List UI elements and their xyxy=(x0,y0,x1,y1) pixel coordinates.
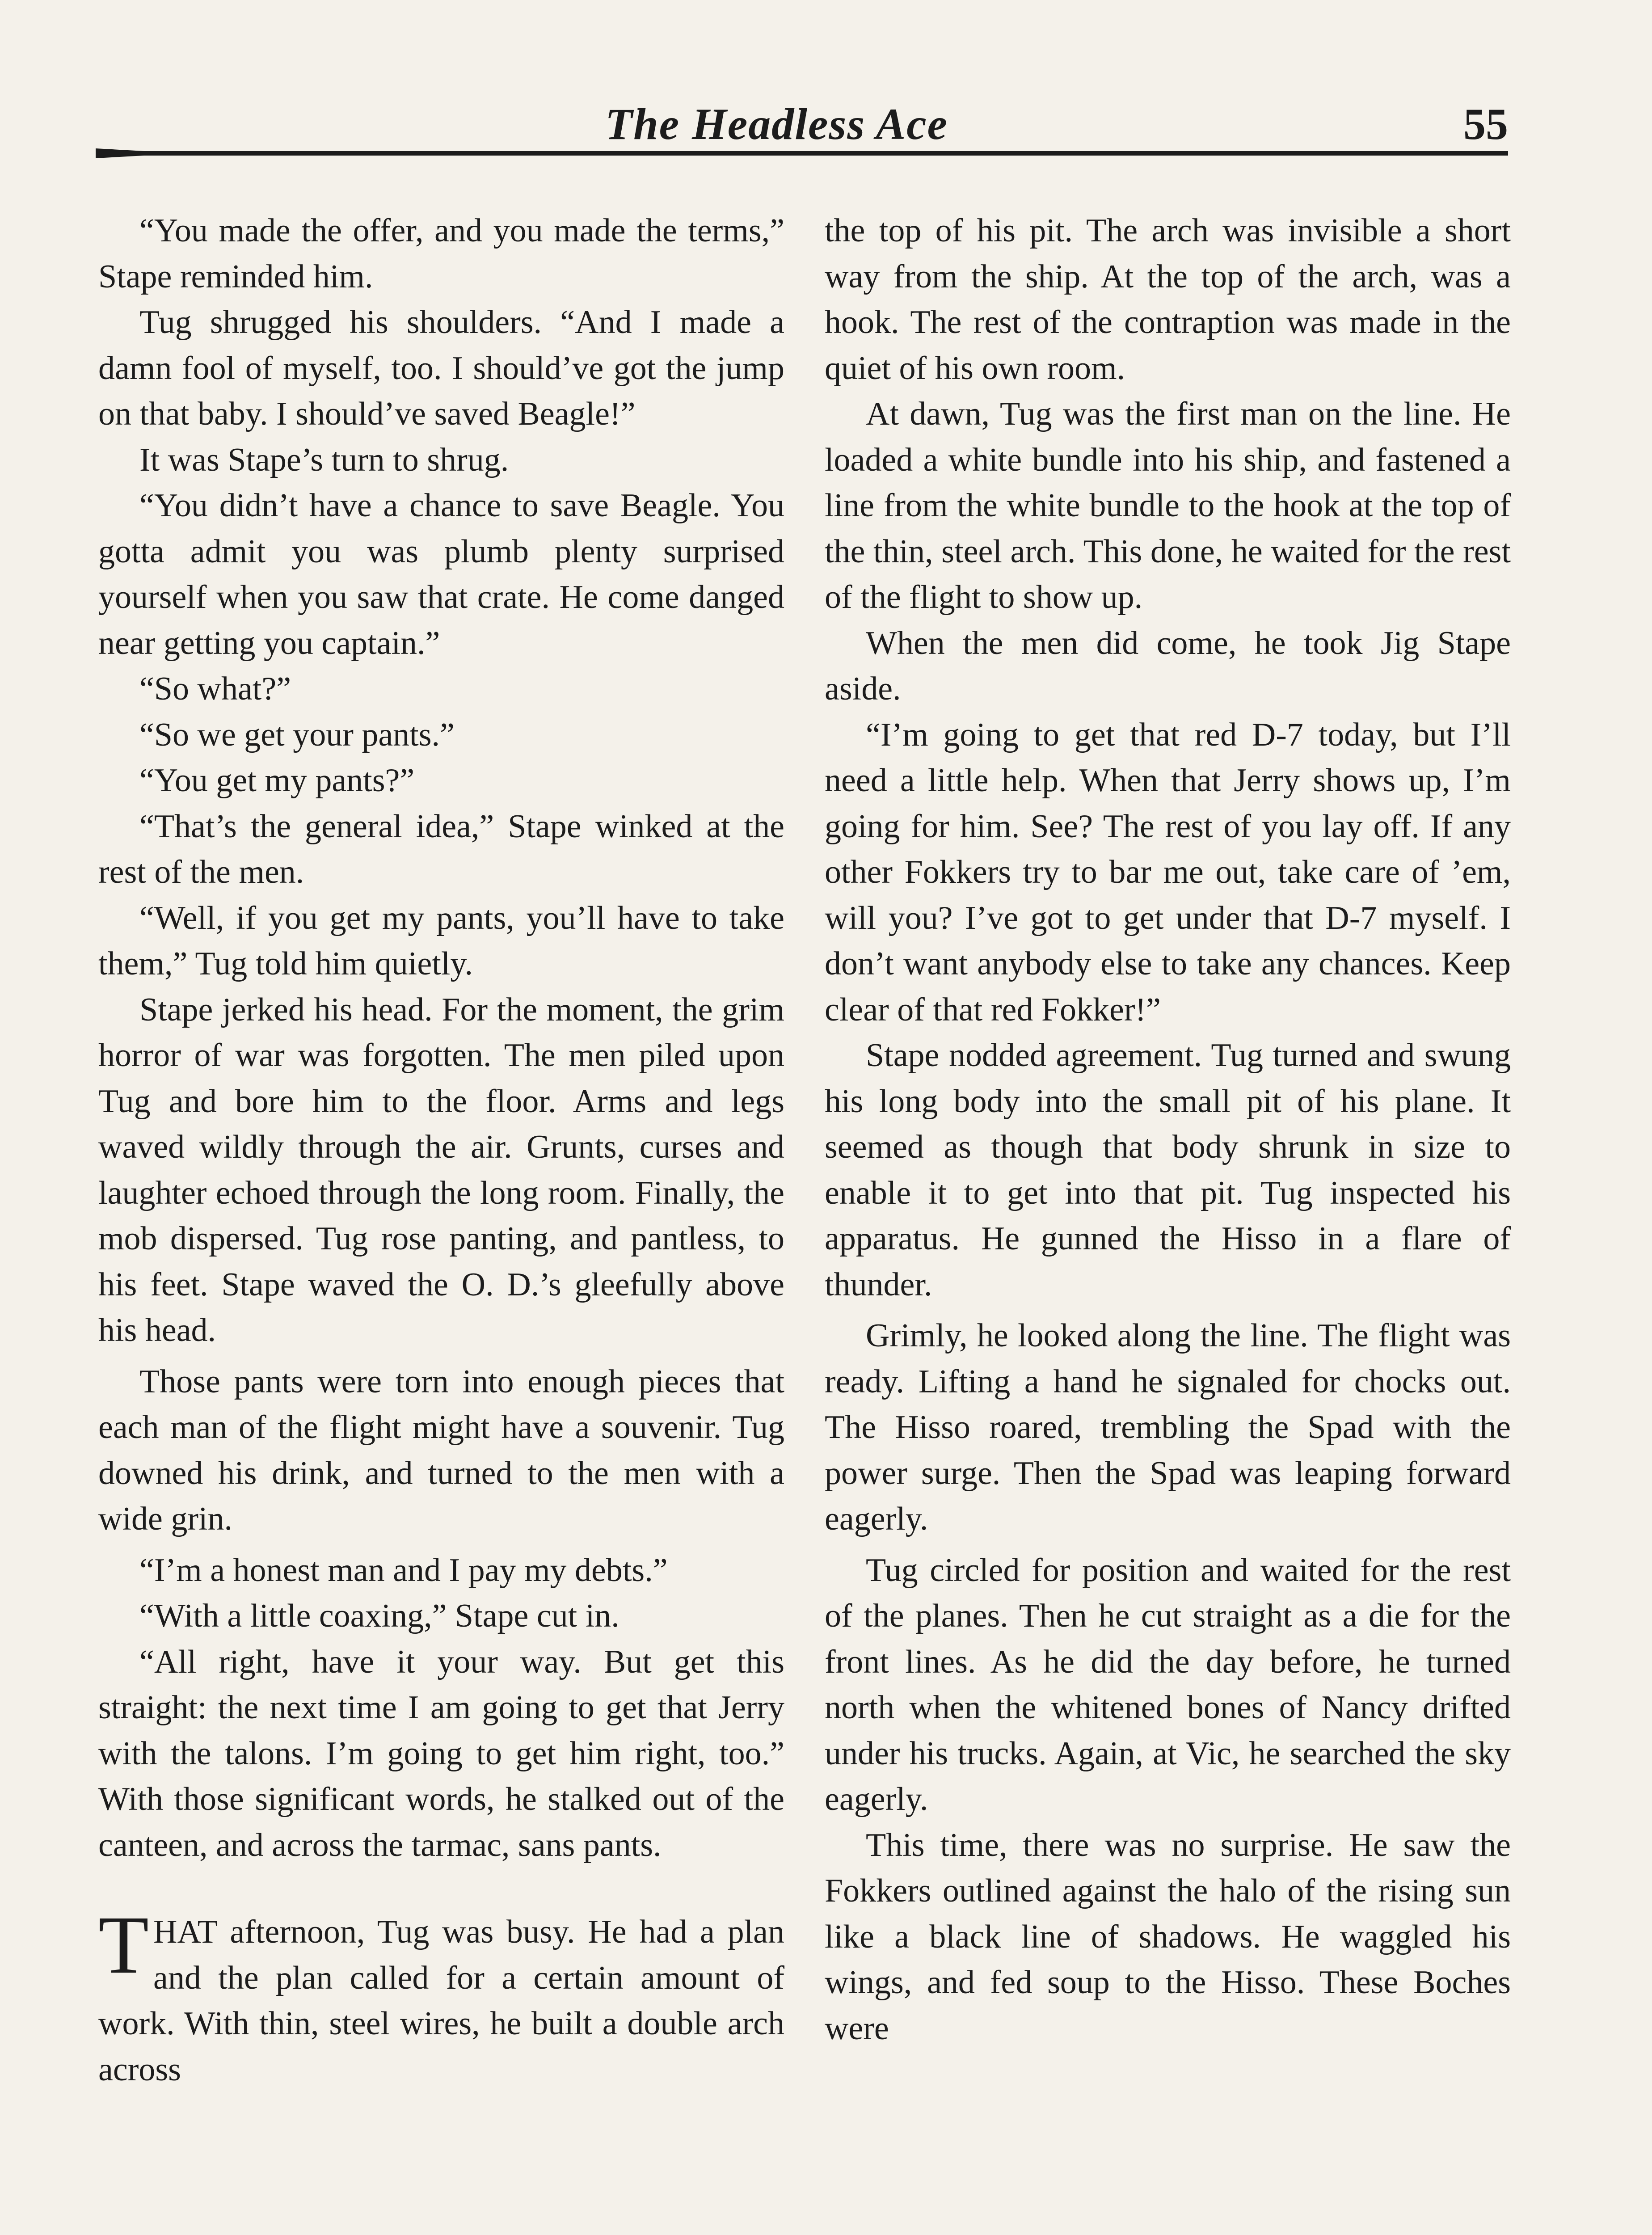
paragraph: “That’s the general idea,” Stape winked at the rest of the men. xyxy=(98,808,784,890)
paragraph: Stape jerked his head. For the moment, the grim horror of war was forgotten. The men piled upon Tug and bore him to the floor. Arms and legs waved wildly through the air. Grunts, curses and laughter echoed through the long room. Finally, the mob dispersed. Tug rose panting, and pantless, to his feet. Stape waved the O. D.’s gleefully above his head. xyxy=(98,991,784,1349)
paragraph: “So we get your pants.” xyxy=(139,716,455,753)
paragraph: Grimly, he looked along the line. The flight was ready. Lifting a hand he signaled for chocks out. The Hisso roared, trembling the Spad with the power surge. Then the Spad was leaping forward eagerly. xyxy=(825,1317,1511,1537)
paragraph: At dawn, Tug was the first man on the line. He loaded a white bundle into his ship, and fastened a line from the white bundle to the hook at the top of the thin, steel arch. This done, he waited for the rest of the flight to show up. xyxy=(825,396,1511,616)
paragraph: This time, there was no surprise. He saw the Fokkers outlined against the halo of the rising sun like a black line of shadows. He waggled his wings, and fed soup to the Hisso. These Boches were xyxy=(825,1826,1511,2047)
paragraph: “You didn’t have a chance to save Beagle. You gotta admit you was plumb plenty surprised yourself when you saw that crate. He come danged near getting you captain.” xyxy=(98,487,784,662)
header-rule xyxy=(96,151,1508,156)
page-header xyxy=(96,89,1508,156)
paragraph: “With a little coaxing,” Stape cut in. xyxy=(139,1598,620,1634)
paragraph: When the men did come, he took Jig Stape aside. xyxy=(825,624,1511,707)
page-number: 55 xyxy=(1463,99,1508,149)
paragraph: “I’m going to get that red D-7 today, but I’ll need a little help. When that Jerry shows up, I’m going for him. See? The rest of you lay off. If any other Fokkers try to bar me out, take care of ’em, will you? I’ve got to get under that D-7 myself. I don’t want anybody else to take any chances. Keep clear of that red Fokker!” xyxy=(825,716,1511,1028)
header-rule-tip xyxy=(96,148,158,158)
paragraph: “You get my pants?” xyxy=(139,762,415,799)
paragraph: Tug circled for position and waited for the rest of the planes. Then he cut straight as a die for the front lines. As he did the day before, he turned north when the whitened bones of Nancy drifted under his trucks. Again, at Vic, he searched the sky eagerly. xyxy=(825,1552,1511,1818)
section-opening-text: HAT afternoon, Tug was busy. He had a plan and the plan called for a certain amount of work. With thin, steel wires, he built a double arch across xyxy=(98,1914,784,2088)
paragraph: “You made the offer, and you made the terms,” Stape reminded him. xyxy=(98,212,784,295)
paragraph: “So what?” xyxy=(139,670,291,707)
paragraph: Those pants were torn into enough pieces that each man of the flight might have a souvenir. Tug downed his drink, and turned to the men with a wide grin. xyxy=(98,1363,784,1537)
paragraph: It was Stape’s turn to shrug. xyxy=(139,441,509,478)
paragraph: “Well, if you get my pants, you’ll have to take them,” Tug told him quietly. xyxy=(98,899,784,982)
drop-cap: T xyxy=(98,1899,149,1991)
section-opening-paragraph xyxy=(98,1899,784,2092)
paragraph: “All right, have it your way. But get this straight: the next time I am going to get that Jerry with the talons. I’m going to get him right, too.” With those significant words, he stalked out of the canteen, and across the tarmac, sans pants. xyxy=(98,1643,784,1864)
paragraph: “I’m a honest man and I pay my debts.” xyxy=(139,1552,668,1589)
left-column xyxy=(98,208,784,2092)
running-title: The Headless Ace xyxy=(605,99,948,149)
paragraph: Tug shrugged his shoulders. “And I made a damn fool of myself, too. I should’ve got the jump on that baby. I should’ve saved Beagle!” xyxy=(98,304,784,432)
paragraph: the top of his pit. The arch was invisible a short way from the ship. At the top of the arch, was a hook. The rest of the contraption was made in the quiet of his own room. xyxy=(825,212,1511,387)
right-column xyxy=(825,208,1511,2051)
paragraph: Stape nodded agreement. Tug turned and swung his long body into the small pit of his plane. It seemed as though that body shrunk in size to enable it to get into that pit. Tug inspected his apparatus. He gunned the Hisso in a flare of thunder. xyxy=(825,1037,1511,1303)
